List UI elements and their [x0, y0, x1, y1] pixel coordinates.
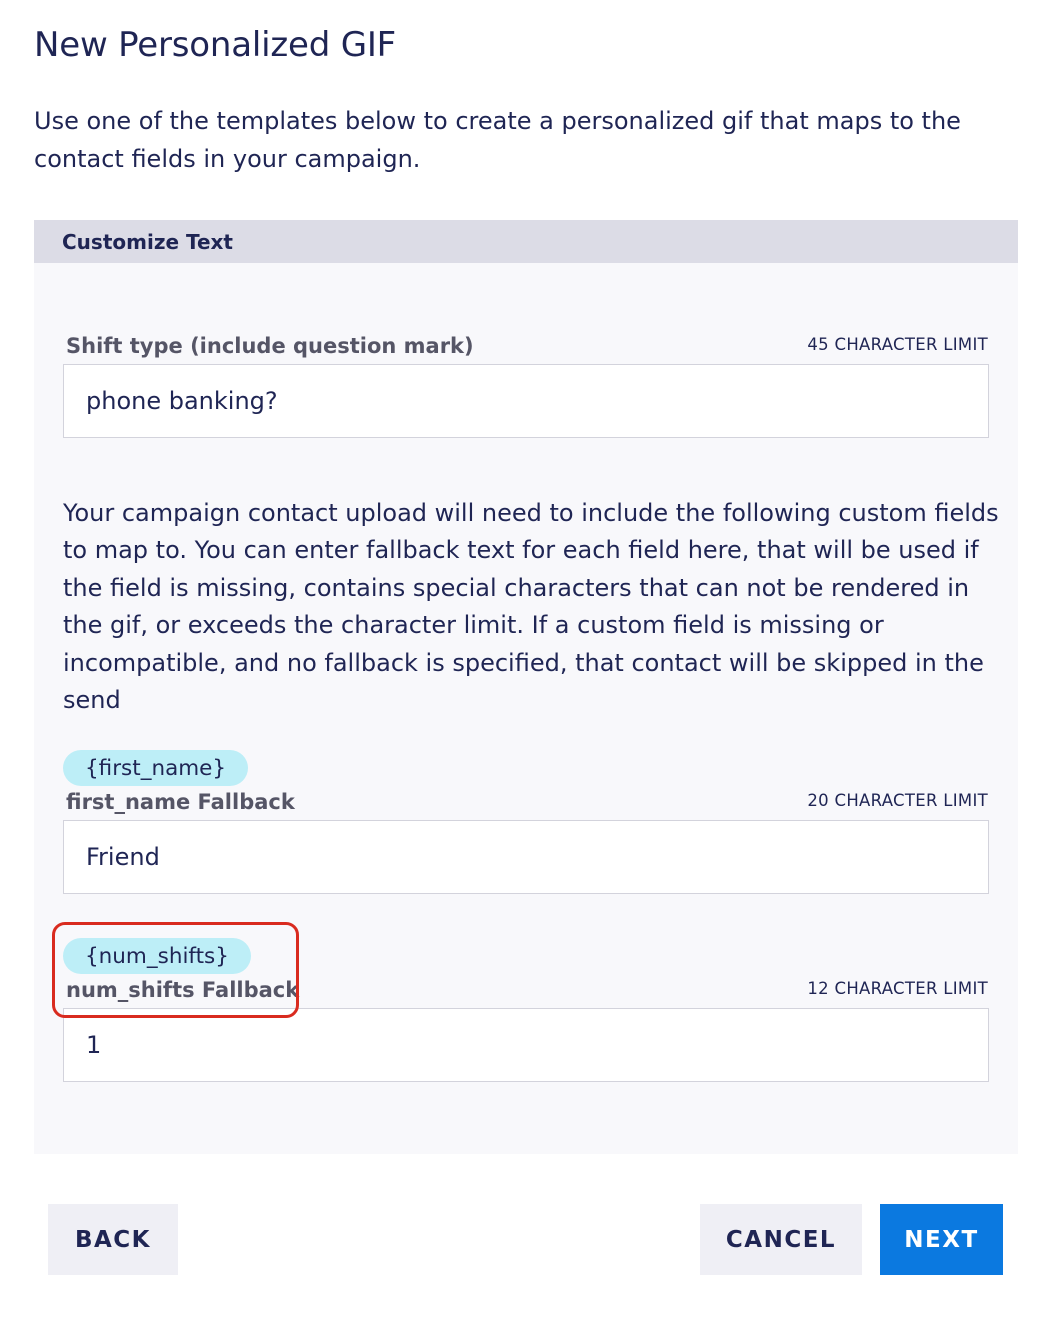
shift-type-input[interactable] [63, 364, 989, 438]
cancel-button[interactable]: CANCEL [700, 1204, 862, 1275]
num-shifts-fallback-label: num_shifts Fallback [66, 978, 300, 1002]
back-button[interactable]: BACK [48, 1204, 178, 1275]
custom-fields-explanation: Your campaign contact upload will need to include the following custom fields to map to. You can enter fallback text for each field here, that will be used if the field is missing, contains special characters that can not be rendered in the gif, or exceeds the character limit. If a custom field is missing or incompatible, and no fallback is specified, that contact will be skipped in the send [63, 499, 999, 715]
shift-type-char-limit: 45 CHARACTER LIMIT [807, 335, 988, 354]
first-name-fallback-input[interactable] [63, 820, 989, 894]
highlight-annotation [52, 922, 299, 1018]
first-name-tag: {first_name} [63, 750, 248, 786]
shift-type-label: Shift type (include question mark) [66, 334, 474, 358]
panel-header: Customize Text [34, 220, 1018, 263]
next-button[interactable]: NEXT [880, 1204, 1003, 1275]
page-title: New Personalized GIF [34, 25, 397, 65]
first-name-fallback-label: first_name Fallback [66, 790, 295, 814]
num-shifts-char-limit: 12 CHARACTER LIMIT [807, 979, 988, 998]
first-name-char-limit: 20 CHARACTER LIMIT [807, 791, 988, 810]
num-shifts-tag: {num_shifts} [63, 938, 251, 974]
num-shifts-fallback-input[interactable] [63, 1008, 989, 1082]
intro-text: Use one of the templates below to create a personalized gif that maps to the contact fields in your campaign. [34, 107, 961, 173]
